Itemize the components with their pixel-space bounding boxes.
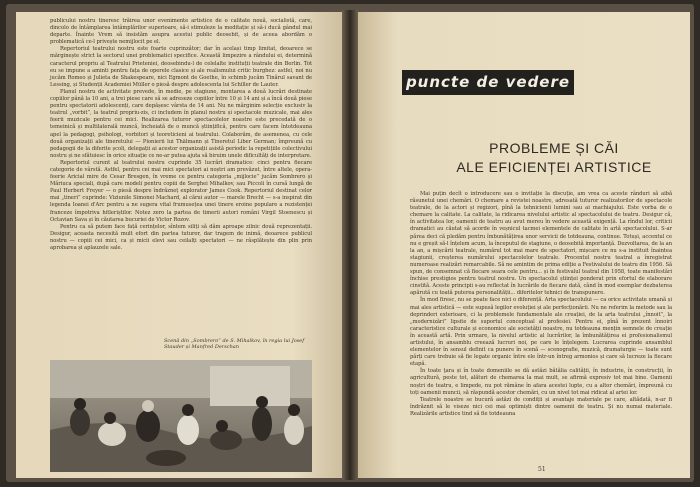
- left-paragraph: Repertoriul teatrului nostru este foarte cuprinzător; dar în același timp limitat, deoarece se mărginește strict la sectorul unei problematici specifice. Această limpezire a rândului ei, determină caracterul propriu al Teatrului Prieteniei, deosebindu-l de celelalte instituții teatrale din Berlin. Tot eu se impune a aminti pentru fața de operele clasice și ale realismului critic burghez: astfel, noi nu jucăm Romeo și Julieta de Shakespeare, nici Egmont de Goethe, în schimb jucăm Tinărul savant de Lessing, și Studenții Academiei Müller o piesă despre adolescenta lui Schiller de Lauter.: [50, 46, 312, 88]
- right-paragraph: În mod firesc, nu se poate face nici o diferență. Arta spectacolului — ca orice activitate umană și mai ales artistică — este supusă legilor evoluției și ale perfecționării. Nu ne referim la metode sau la deprinderi exterioare, ci la problemele fundamentale ale creației, de la arta teatrului „înnoit”, la „modernizări” lipsite de suportul conceptual al profesiei. Pentru ei, pînă în prezent înnoiri caracteristice culturale și economice ale societății noastre, nu totdeauna mențin semnele de creație în această artă. Prin urmare, la nivelul artistic al lucrărilor, la îmbunătățirea ei profesionalismul artistului, în ansamblu creează lucruri noi, pe care le înțelegem. Lucrarea cuprinde ansamblul elementelor în sensul definit ca punere în scenă — scenografie, muzică, dramaturgie — toate sunt părți care trebuie să fie legate organic între ele într-un întreg armonios și care să lucreze la fiecare etapă.: [410, 297, 672, 368]
- magazine-spread: [6, 4, 694, 482]
- left-paragraph: Repertoriul curent al teatrului nostru cuprinde 35 lucrări dramatice: cinci pentru fiecare categorie de vârstă. Astfel, pentru cei mai mici spectatori ai noștri am prevăzut, între altele, opera-feerie Aricial mire de Cesar Bresgen, în vreme ce pentru categoria „mijlocie” jucăm Sombrero și Măriuca speciali, după care modeli pentru copiii de Serghei Mihalkov, sau Piccoli în cursă lungă de Paul Herbert Freyer — o piesă despre îndrăzneț explorator James Cook. Repertoriul destinat celor mai „tineri” cuprinde: Viziunile Simonei Machard, al cărui autor — marele Brecht — s-a inspirat din legenda Ioanei d'Arc pentru a ne sugera vital frumusețea unei tinere eroine populare a rezistenței franceze împotriva hitleriștilor. Notez zero la partea de timerii autori români Virgil Stoenescu și Octavian Sava și în căutarea bucuriei de Victor Rozov.: [50, 159, 312, 223]
- left-paragraph: publicului nostru tineresc trăirea unor evenimente artistice de o calitate nouă, socialistă, care, dincolo de întâmplarea întâmplărilor superioare, să-i stimuleze la meditație și să-i ducă gândul mai departe. Înainte Vrem să insistăm asupra acestui public deosebit, și de aceea abordăm o problematică ce-l privește nemijlocit pe el.: [50, 18, 312, 46]
- page-number: 51: [538, 466, 546, 473]
- book-gutter: [342, 10, 358, 480]
- right-paragraph: Teatrele noastre se bucură astăzi de condiții și avantaje materiale pe care, altădată, n-ar fi îndrăznit să le viseze nici cei mai optimiști dintre oamenii de teatru. Și nu numai materiale. Realizările artistice tind să fie totdeauna: [410, 396, 672, 417]
- right-page: [358, 12, 690, 478]
- right-paragraph: Mai puțin decît o introducere sau o invitație la discuție, am vrea ca aceste rânduri să aibă răsunetul unei chemări. O chemare a revistei noastre, adresată tuturor realizatorilor de spectacole teatrale, de la actori și regizori, pînă la tehnicienii lumini sau ai machiajului. Este vorba de o chemare la calitate. La calitate, la ridicarea nivelului artistic al spectacolului de teatru. Desigur că, în activitatea lor, oamenii de teatru au avut mereu în vedere această exigență. La rîndul lor, criticii dramatici au căutat să acorde în veșnicul tacmei elementele de calitate în artă spectacolului. S-ar părea deci că pledăm pentru îmbunătățirea unor servicii de totdeauna, continue. Totuși, accentul ce nu e greșit să-l înțelem acum, la începutul de stagiune, o deosebită importanță. Dezvoltarea, de la an la an, a mișcării teatrale, numărul tot mai mare de spectatori, mișcare ce nu s-a instituit înaintea stagiunii, creșterea numărului spectacolelor teatrale. Procentul nostru teatral a înregistrat numeroase realizări remarcabile. Să ne amintim de prima ediție a Festivalului de teatru din 1956. Să spun, de consemnat că fiecare seara cele pentru... și în festivalul teatral din 1958, toate manifestări închise prestigios pentru teatrul nostru. Un spectacolul științei ponderat prin efortul de elaborare cinstită. Aceste principii s-au reflectat în lucrările de fiecare dată, când în mod exemplar dezbaterea apărută cu toată puterea personalității... diferitelor tehnici de transpunere.: [410, 191, 672, 297]
- left-paragraph: Pentru ca să putem face față cerințelor, sîntem siliți să dăm aproape zilnic două reprezentații. Desigur, aceasta necesită mult efort din partea tuturor, dar tragem de inimă, deoarece publicul nostru — copiii cei mici, ca și micii elevi sau ceilalți spectatori — ne răsplătește din plin prin aprobarea și aplauzele sale.: [50, 223, 312, 251]
- left-paragraph: Planul nostru de activitate prevede, în medie, pe stagiune, montarea a două lucrări destinate copiilor până la 10 ani, a trei piese care să se adreseze copiilor între 10 și 14 ani și a încă două piese pentru spectatorii adolescenți, care depășesc vârsta de 14 ani. Nu ne mărginim selecție exclusiv la teatrul „vorbit”, la teatrul propriu-zis, ci includem în planul nostru și spectacole muzicale, mai ales feerii muzicale pentru cei mici. Realizarea tuturor spectacolelor noastre este precedată de o temeinică și multilaterală muncă, încheiată de o muncă științifică, pentru care facem întotdeauna apel la pedagogi, psihologi, vorbitori și teoreticieni ai teatrului. Colaborăm, de asemenea, cu cele două organizații ale tineretului — Pionierii lui Thälmann și Tineretul Liber German; împreună cu pedagogii de la diferite școli, delegații ai acestor organizații asistă periodic la repetițiile colectivului nostru și ne sfătuiesc în orice situație ce ne-ar putea ajuta să biruim unele dificultăți de interpretare.: [50, 88, 312, 159]
- right-paragraph: În toate ţara și în toate domeniile se dă astăzi bătălia calității, în industrie, în construcții, în agricultură, peste tot, alături de chemarea la mai mult, se afirmă expresiv tot mai bine. Oamenii noștri de teatru, e limpede, nu pot rămâne în afara acestei lupte, cu a altor chemări, împreună cu toți oamenii muncii, să răspundă acestor chemări, cu un nivel tot mai ridicat al artei lor.: [410, 368, 672, 396]
- article-title: PROBLEME ȘI CĂI: [489, 140, 619, 156]
- right-article-text: [410, 191, 672, 418]
- photo-caption: Scenă din „Sombrero” de S. Mihalkov, în regia lui Josef Stauder și Manfred Derschan: [164, 338, 305, 351]
- article-title-line2: ALE EFICIENȚEI ARTISTICE: [456, 159, 652, 175]
- left-article-text: [50, 18, 312, 252]
- stage-photo-illustration: [50, 360, 312, 472]
- left-page: [16, 12, 342, 478]
- stage-photo: [50, 360, 312, 472]
- section-banner: puncte de vedere: [402, 70, 574, 95]
